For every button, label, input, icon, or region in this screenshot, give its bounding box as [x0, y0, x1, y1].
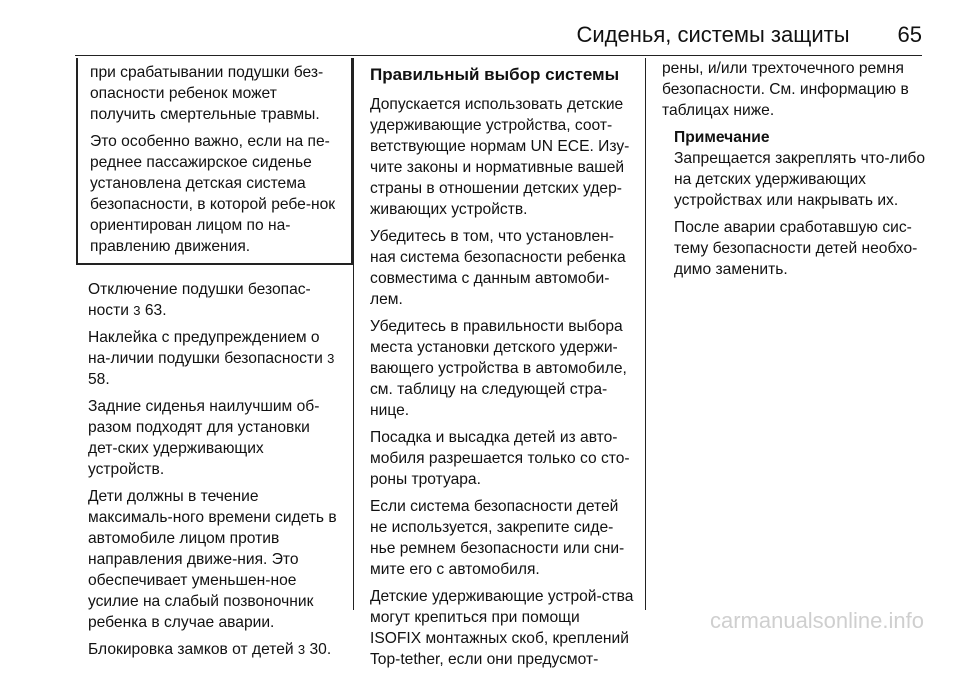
page-ref-icon: 3: [133, 303, 141, 318]
column-divider-1: [353, 58, 354, 610]
section-heading: Правильный выбор системы: [370, 65, 620, 84]
child-lock-ref: Блокировка замков от детей 3 30.: [88, 641, 332, 658]
column-left: [88, 58, 343, 666]
paragraph: Убедитесь в том, что установлен-ная система безопасности ребенка совместима с данным автомоби-лем.: [370, 228, 626, 308]
note-block: [662, 127, 926, 280]
paragraph: Посадка и высадка детей из авто-мобиля разрешается только со сто-роны тротуара.: [370, 429, 630, 488]
column-divider-2: [645, 58, 646, 610]
rear-seats-paragraph: Задние сиденья наилучшим об-разом подходят для установки дет-ских удерживающих устройств.: [88, 398, 320, 478]
watermark: carmanualsonline.info: [709, 608, 924, 633]
warning-box: [76, 58, 353, 265]
page-ref-icon: 3: [327, 351, 335, 366]
page-number: 65: [897, 22, 922, 47]
column-middle: [370, 58, 635, 676]
ref-page: 58.: [88, 371, 110, 388]
page-header: [577, 22, 923, 48]
note-text-2: После аварии сработавшую сис-тему безопасности детей необхо-димо заменить.: [674, 219, 918, 278]
note-text-1: Запрещается закреплять что-либо на детских удерживающих устройствах или накрывать их.: [674, 150, 926, 209]
paragraph: Детские удерживающие устрой-ства могут крепиться при помощи ISOFIX монтажных скоб, креплений Top-tether, если они предусмот-: [370, 588, 634, 668]
paragraph: Допускается использовать детские удерживающие устройства, соот-ветствующие нормам UN ECE. Изу-чите законы и нормативные вашей страны в отношении детских удер-живающих устройств.: [370, 96, 630, 218]
note-title: Примечание: [674, 129, 770, 146]
ref-page: 63.: [144, 302, 167, 319]
rear-facing-paragraph: Дети должны в течение максималь-ного времени сидеть в автомобиле лицом против направления движе-ния. Это обеспечивает уменьшен-ное усилие на слабый позвоночник ребенка в случае аварии.: [88, 488, 337, 631]
paragraph: рены, и/или трехточечного ремня безопасности. См. информацию в таблицах ниже.: [662, 60, 909, 119]
airbag-label-ref: Наклейка с предупреждением о на-личии подушки безопасности 3 58.: [88, 329, 335, 388]
header-rule: [75, 55, 922, 56]
paragraph: Убедитесь в правильности выбора места установки детского удержи-вающего устройства в автомобиле, см. таблицу на следующей стра-нице.: [370, 318, 627, 419]
paragraph: Если система безопасности детей не используется, закрепите сиде-нье ремнем безопасности или сни-мите его с автомобиля.: [370, 498, 625, 578]
column-right: [662, 58, 926, 286]
page-ref-icon: 3: [297, 642, 306, 657]
airbag-deactivation-ref: Отключение подушки безопас-ности 3 63.: [88, 281, 311, 319]
warning-text-1: при срабатывании подушки без-опасности ребенок может получить смертельные травмы.: [90, 64, 324, 123]
page-title: Сиденья, системы защиты: [576, 22, 850, 47]
warning-text-2: Это особенно важно, если на пе-реднее пассажирское сиденье установлена детская система безопасности, в которой ребе-нок ориентирован лицом по на-правлению движения.: [90, 133, 336, 255]
ref-page: 30.: [309, 641, 332, 658]
